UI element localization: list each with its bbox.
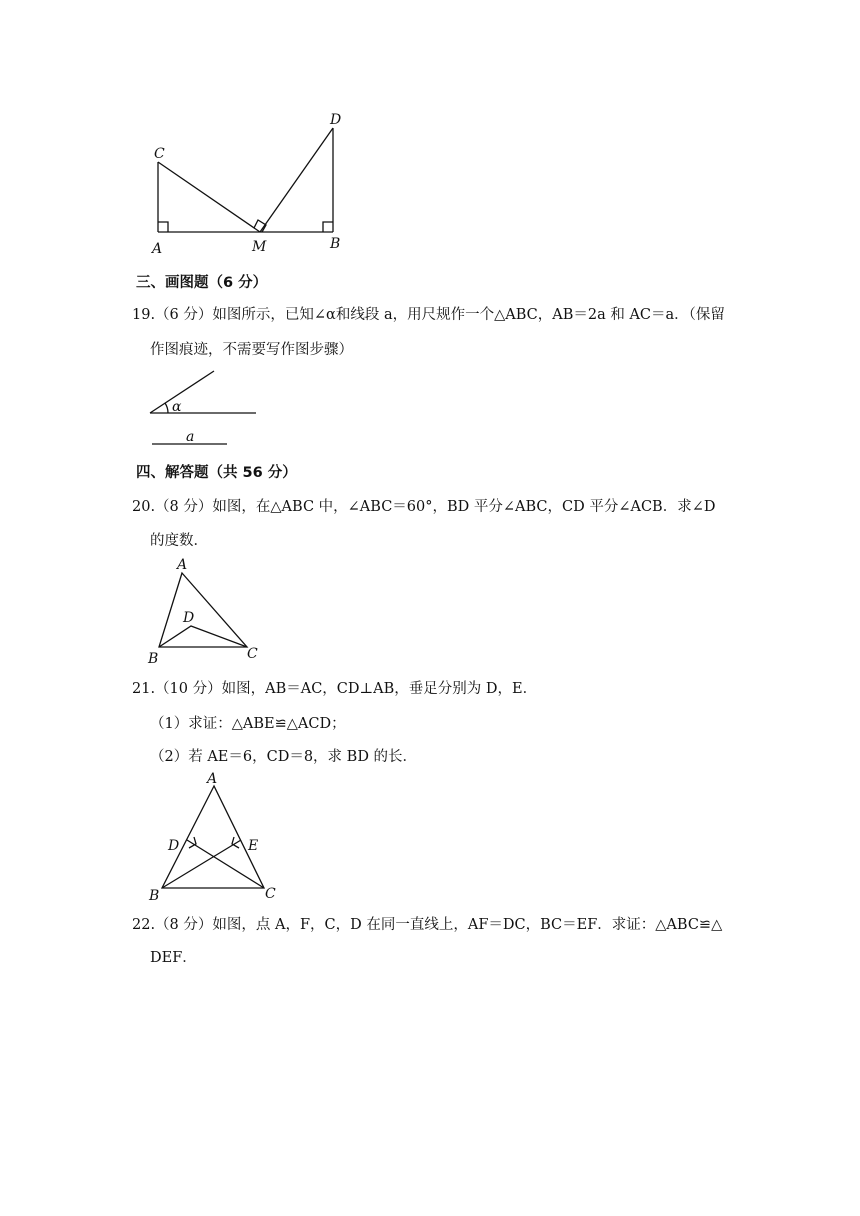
label-d: D xyxy=(183,610,195,626)
section-heading-answers: 四、解答题（共 56 分） xyxy=(136,465,297,481)
q20-line2: 的度数． xyxy=(150,533,208,549)
label-b: B xyxy=(149,888,160,900)
q22-line1: 22.（8 分）如图，点 A，F，C，D 在同一直线上，AF＝DC，BC＝EF．求证：△ABC≌△ xyxy=(132,917,723,933)
label-b: B xyxy=(148,651,159,666)
label-alpha: α xyxy=(172,399,182,415)
label-d: D xyxy=(168,838,180,854)
label-d: D xyxy=(330,112,342,128)
label-a: A xyxy=(207,771,218,787)
label-c: C xyxy=(154,146,165,162)
label-m: M xyxy=(252,239,267,255)
label-c: C xyxy=(247,646,258,662)
q21-part1: （1）求证：△ABE≌△ACD； xyxy=(150,716,346,732)
q21-part2: （2）若 AE＝6，CD＝8，求 BD 的长． xyxy=(150,749,418,765)
q19-line2: 作图痕迹，不需要写作图步骤） xyxy=(150,342,353,358)
label-e: E xyxy=(248,838,259,854)
figure-angle-and-segment xyxy=(144,364,264,448)
label-a: A xyxy=(177,557,188,573)
label-b: B xyxy=(330,236,341,252)
q20-line1: 20.（8 分）如图，在△ABC 中，∠ABC＝60°，BD 平分∠ABC，CD 平分∠ACB．求∠D xyxy=(132,499,716,515)
section-heading-drawing: 三、画图题（6 分） xyxy=(136,275,268,291)
q19-line1: 19.（6 分）如图所示，已知∠α和线段 a，用尺规作一个△ABC，AB＝2a 和 AC＝a．（保留 xyxy=(132,307,725,323)
figure-isosceles-altitudes xyxy=(144,768,294,900)
label-a: A xyxy=(152,241,163,257)
figure-right-triangles xyxy=(140,108,360,258)
label-segment-a: a xyxy=(186,429,195,445)
label-c: C xyxy=(265,886,276,900)
figure-triangle-bisectors xyxy=(146,554,266,666)
q22-line2: DEF． xyxy=(150,950,197,966)
q21-line1: 21.（10 分）如图，AB＝AC，CD⊥AB，垂足分别为 D，E． xyxy=(132,681,538,697)
